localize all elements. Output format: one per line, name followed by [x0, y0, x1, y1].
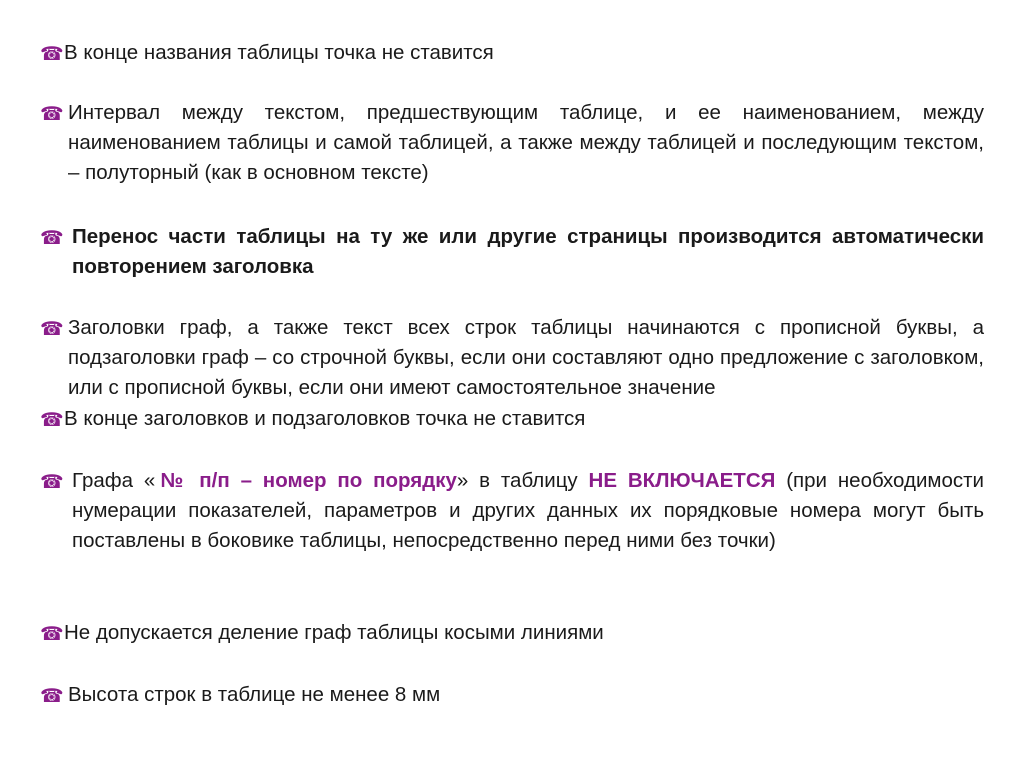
bullet-item: [40, 618, 984, 648]
text-part: Графа «: [72, 469, 156, 492]
bullet-text: В конце заголовков и подзаголовков точка не ставится: [64, 407, 586, 430]
bullet-item: [40, 222, 984, 282]
bullet-item: [40, 98, 984, 188]
bullet-item: [40, 404, 984, 434]
telephone-icon: ☎: [40, 623, 64, 645]
telephone-icon: ☎: [40, 471, 64, 493]
bullet-text: В конце названия таблицы точка не ставится: [64, 41, 494, 64]
highlight-number-column: № п/п – номер по порядку: [155, 469, 457, 492]
text-part: (при необходимости нумерации показателей, параметров и других данных их порядковые номера могут быть поставлены в боковике таблицы, непосредственно перед ними без точки): [72, 469, 984, 552]
bullet-item: [40, 38, 984, 68]
telephone-icon: ☎: [40, 43, 64, 65]
bullet-text-mixed: [40, 466, 984, 556]
bullet-text: Высота строк в таблице не менее 8 мм: [68, 683, 441, 706]
telephone-icon: ☎: [40, 318, 64, 340]
bullet-text: Интервал между текстом, предшествующим таблице, и ее наименованием, между наименованием таблицы и самой таблицей, а также между таблицей и последующим текстом, – полуторный (как в основном тексте): [68, 101, 984, 184]
text-part: » в таблицу: [456, 469, 589, 492]
telephone-icon: ☎: [40, 103, 64, 125]
telephone-icon: ☎: [40, 227, 64, 249]
bullet-item: [40, 680, 984, 710]
bullet-text: Заголовки граф, а также текст всех строк таблицы начинаются с прописной буквы, а подзаголовки граф – со строчной буквы, если они составляют одно предложение с заголовком, или с прописной буквы, если они имеют самостоятельное значение: [68, 316, 984, 399]
telephone-icon: ☎: [40, 409, 64, 431]
bullet-item: [40, 313, 984, 403]
bullet-text-bold: Перенос части таблицы на ту же или другие страницы производится автоматически повторением заголовка: [72, 225, 984, 278]
highlight-not-included: НЕ ВКЛЮЧАЕТСЯ: [588, 469, 776, 492]
bullet-item: [40, 466, 984, 556]
telephone-icon: ☎: [40, 685, 64, 707]
bullet-text: Не допускается деление граф таблицы косыми линиями: [64, 621, 604, 644]
